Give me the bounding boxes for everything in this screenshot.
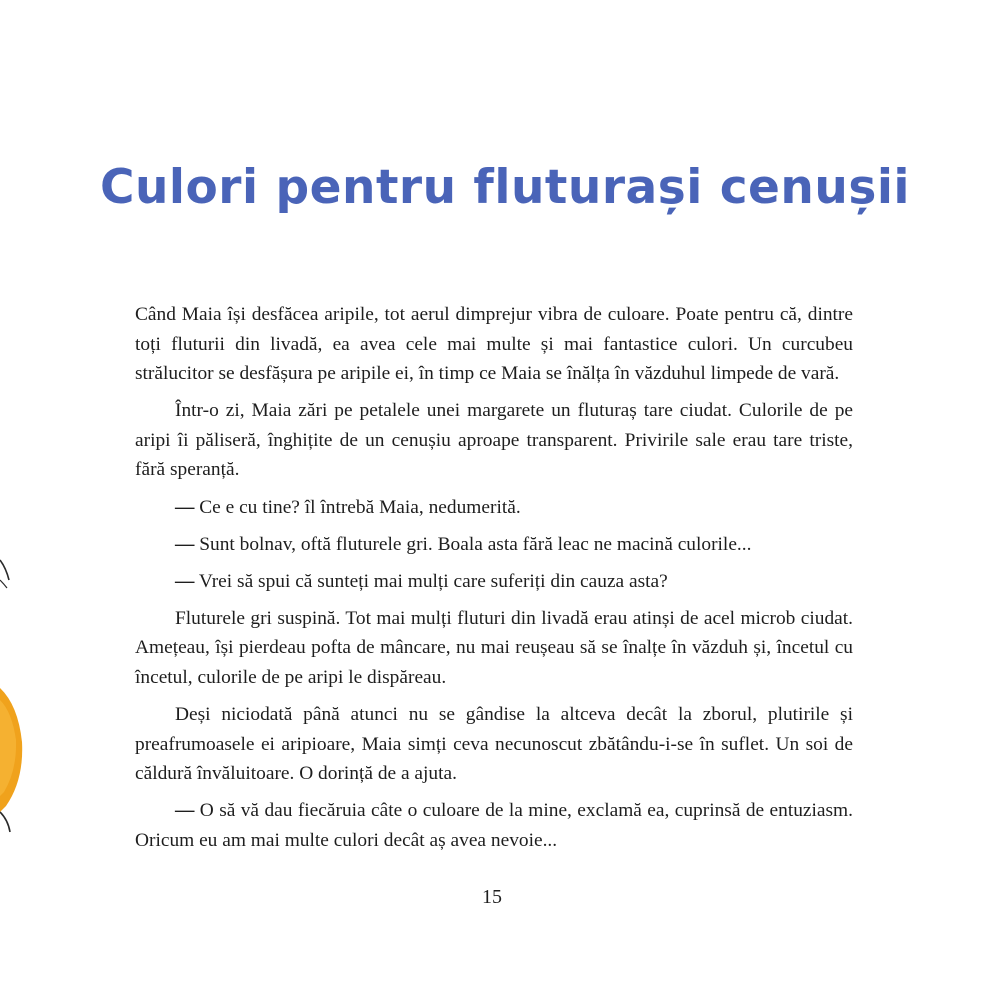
dialogue-line xyxy=(135,567,853,597)
paragraph-text: O să vă dau fiecăruia câte o culoare de la mine, exclamă ea, cuprinsă de entuziasm. Oricum eu am mai multe culori decât aș avea nevoie... xyxy=(135,800,853,851)
paragraph-text: Ce e cu tine? îl întrebă Maia, nedumerită. xyxy=(194,496,521,518)
paragraph xyxy=(135,604,853,693)
paragraph-text: Vrei să spui că sunteți mai mulți care suferiți din cauza asta? xyxy=(194,570,668,592)
paragraph-text: Într-o zi, Maia zări pe petalele unei margarete un fluturaș tare ciudat. Culorile de pe aripi îi păliseră, înghițite de un cenușiu aproape transparent. Privirile sale erau tare triste, fără speranță. xyxy=(135,400,853,481)
paragraph-text: Sunt bolnav, oftă fluturele gri. Boala asta fără leac ne macină culorile... xyxy=(194,533,752,555)
dialogue-dash: — xyxy=(175,496,195,518)
chapter-title: Culori pentru fluturași cenușii xyxy=(99,160,911,215)
page-number: 15 xyxy=(482,886,502,908)
dialogue-line xyxy=(135,493,853,523)
dialogue-dash: — xyxy=(175,800,195,822)
paragraph xyxy=(135,396,853,485)
dialogue-line xyxy=(135,796,853,855)
paragraph xyxy=(135,300,853,389)
paragraph-text: Deși niciodată până atunci nu se gândise la altceva decât la zborul, plutirile și preafrumoasele ei aripioare, Maia simți ceva necunoscut zbătându-i-se în suflet. Un soi de căldură învăluitoare. O dorință de a ajuta. xyxy=(135,704,853,785)
story-text xyxy=(135,300,853,863)
paragraph xyxy=(135,700,853,789)
paragraph-text: Fluturele gri suspină. Tot mai mulți fluturi din livadă erau atinși de acel microb ciudat. Amețeau, își pierdeau pofta de mâncare, nu mai reușeau să se înalțe în văzduh și, încetul cu încetul, culorile de pe aripi le dispăreau. xyxy=(135,607,853,689)
dialogue-dash: — xyxy=(175,533,195,555)
dialogue-line xyxy=(135,530,853,560)
dialogue-dash: — xyxy=(175,570,195,592)
butterfly-illustration-edge xyxy=(0,0,40,1004)
paragraph-text: Când Maia își desfăcea aripile, tot aerul dimprejur vibra de culoare. Poate pentru că, dintre toți fluturii din livadă, ea avea cele mai multe și mai fantastice culori. Un curcubeu strălucitor se desfășura pe aripile ei, în timp ce Maia se înălța în văzduhul limpede de vară. xyxy=(135,304,853,385)
